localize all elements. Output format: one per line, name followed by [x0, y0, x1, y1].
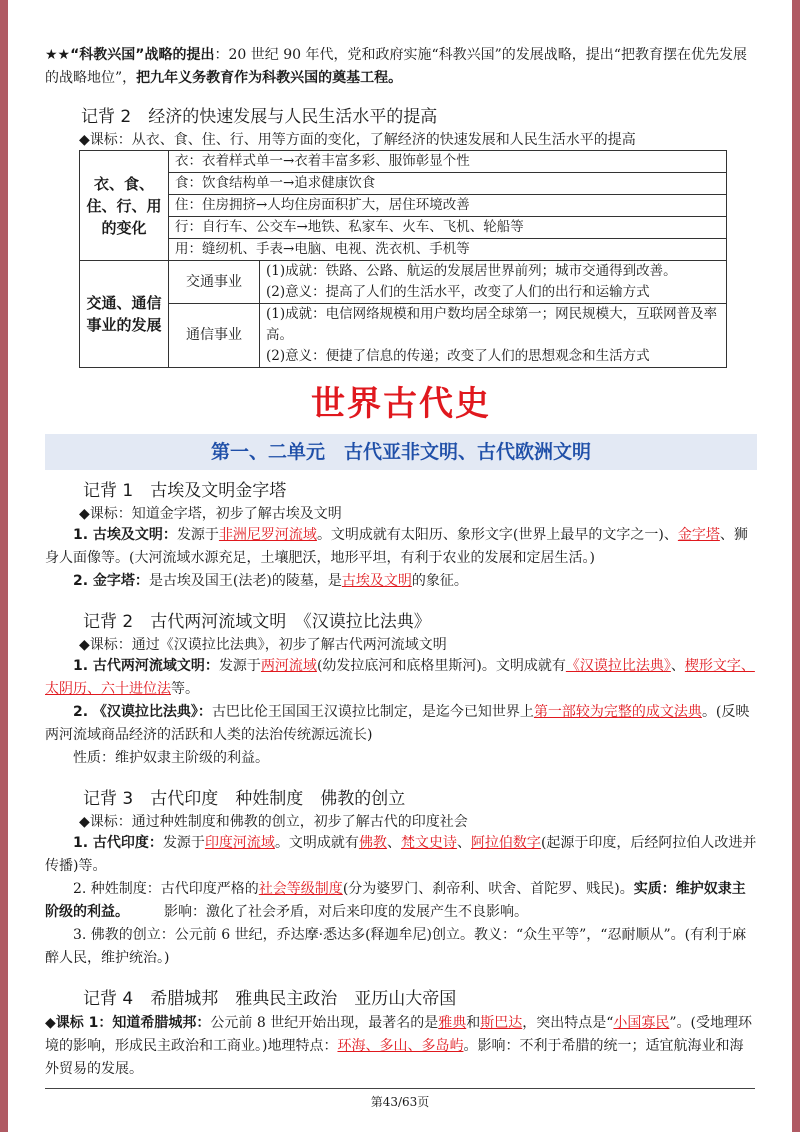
table-row: 住：住房拥挤→人均住房面积扩大，居住环境改善: [169, 195, 727, 217]
highlight: 古埃及文明: [341, 573, 412, 589]
text: 。文明成就有太阳历、象形文字(世界上最早的文字之一)、: [316, 527, 678, 543]
s1-paragraph-1: [45, 524, 757, 570]
intro-emphasis: 把九年义务教育作为科教兴国的奠基工程。: [136, 70, 403, 86]
highlight: 小国寡民: [613, 1015, 670, 1031]
section-heading-1: 记背 1 古埃及文明金字塔: [83, 481, 287, 501]
text: 、: [456, 835, 471, 851]
s1-paragraph-2: [45, 570, 757, 593]
text: 和: [466, 1015, 481, 1031]
highlight: 两河流域: [260, 658, 317, 674]
text: (分为婆罗门、刹帝利、吠舍、首陀罗、贱民)。: [342, 881, 634, 897]
section-standard-econ: ◆课标：从衣、食、住、行、用等方面的变化，了解经济的快速发展和人民生活水平的提高: [79, 132, 636, 148]
text: 。影响：不利于希腊的统一；适宜航海业和海外贸易的发展。: [45, 1038, 744, 1077]
table-cell-transport: [260, 261, 727, 304]
s1-label-1: 1. 古埃及文明：: [73, 527, 177, 543]
s4-label-1: ◆课标 1：知道希腊城邦：: [45, 1015, 211, 1031]
table-row: 食：饮食结构单一→追求健康饮食: [169, 173, 727, 195]
text: 、狮身人面像等。(大河流域水源充足，土壤肥沃，地形平坦，有利于农业的发展和定居生活。): [45, 527, 748, 566]
highlight: 印度河流域: [204, 835, 275, 851]
text: 2. 种姓制度：古代印度严格的: [73, 881, 259, 897]
table-row: 用：缝纫机、手表→电脑、电视、洗衣机、手机等: [169, 239, 727, 261]
s3-label-1: 1. 古代印度：: [73, 835, 163, 851]
comm-significance: (2)意义：便捷了信息的传递；改变了人们的思想观念和生活方式: [266, 348, 650, 364]
section-standard-2: ◆课标：通过《汉谟拉比法典》，初步了解古代两河流域文明: [79, 637, 447, 653]
text: 、: [386, 835, 401, 851]
highlight: 社会等级制度: [258, 881, 343, 897]
s2-label-1: 1. 古代两河流域文明：: [73, 658, 219, 674]
s3-paragraph-3: 3. 佛教的创立：公元前 6 世纪，乔达摩·悉达多(释迦牟尼)创立。教义：“众生平等”，“忍耐顺从”。(有利于麻醉人民，维护统治。): [45, 927, 747, 966]
text: 、: [670, 658, 685, 674]
highlight: 雅典: [438, 1015, 467, 1031]
table-sub-transport: 交通事业: [169, 261, 260, 304]
section-heading-4: 记背 4 希腊城邦 雅典民主政治 亚历山大帝国: [83, 989, 457, 1009]
s2-paragraph-2: [45, 701, 757, 747]
section-standard-1: ◆课标：知道金字塔，初步了解古埃及文明: [79, 506, 342, 522]
text: (起源于印度，后经阿拉伯人改进并传播)等。: [45, 835, 757, 874]
text: 影响：激化了社会矛盾，对后来印度的发展产生不良影响。: [122, 904, 528, 920]
intro-paragraph: [45, 44, 757, 90]
table-category-transport: 交通、通信事业的发展: [80, 261, 169, 368]
s3-paragraph-2: [45, 878, 757, 924]
text: 公元前 8 世纪开始出现，最著名的是: [210, 1015, 439, 1031]
transport-significance: (2)意义：提高了人们的生活水平，改变了人们的出行和运输方式: [266, 284, 650, 300]
table-category-life: 衣、食、住、行、用的变化: [80, 151, 169, 261]
econ-table: [79, 150, 727, 368]
highlight: 金字塔: [677, 527, 720, 543]
highlight: 斯巴达: [480, 1015, 523, 1031]
section-heading-3: 记背 3 古代印度 种姓制度 佛教的创立: [83, 789, 406, 809]
highlight: 梵文史诗: [400, 835, 457, 851]
s2-paragraph-3: 性质：维护奴隶主阶级的利益。: [73, 750, 269, 766]
table-row: 衣：衣着样式单一→衣着丰富多彩、服饰彰显个性: [169, 151, 727, 173]
highlight: 第一部较为完整的成文法典: [533, 704, 702, 720]
highlight: 环海、多山、多岛屿: [337, 1038, 464, 1054]
page-border-left: [0, 0, 8, 1132]
section-heading-econ: 记背 2 经济的快速发展与人民生活水平的提高: [81, 107, 438, 127]
text: 的象征。: [411, 573, 468, 589]
text: (幼发拉底河和底格里斯河)。文明成就有: [316, 658, 566, 674]
highlight: 佛教: [358, 835, 387, 851]
s4-paragraph-1: [45, 1012, 757, 1081]
text: 是古埃及国王(法老)的陵墓，是: [148, 573, 342, 589]
highlight: 《汉谟拉比法典》: [565, 658, 671, 674]
text: ”。(受地理环境的影响，形成民主政治和工商业。)地理特点：: [45, 1015, 752, 1054]
text: 。(反映两河流域商品经济的活跃和人类的法治传统源远流长): [45, 704, 750, 743]
unit-title-bar: 第一、二单元 古代亚非文明、古代欧洲文明: [45, 434, 757, 470]
table-row: 行：自行车、公交车→地铁、私家车、火车、飞机、轮船等: [169, 217, 727, 239]
text: 发源于: [176, 527, 219, 543]
text: 发源于: [162, 835, 205, 851]
highlight: 非洲尼罗河流域: [218, 527, 317, 543]
s3-paragraph-1: [45, 832, 757, 878]
text: 等。: [171, 681, 199, 697]
s3-essence: 实质：维护奴隶主阶级的利益。: [45, 881, 746, 920]
s1-label-2: 2. 金字塔：: [73, 573, 149, 589]
intro-text: ：20 世纪 90 年代，党和政府实施“科教兴国”的发展战略，提出“把教育摆在优先发展的战略地位”，: [45, 47, 747, 86]
table-cell-comm: [260, 304, 727, 368]
highlight: 阿拉伯数字: [470, 835, 541, 851]
intro-title: “科教兴国”战略的提出: [70, 47, 215, 63]
text: 。文明成就有: [274, 835, 359, 851]
s2-paragraph-1: [45, 655, 757, 701]
highlight: 楔形文字、太阴历、六十进位法: [45, 658, 755, 697]
section-standard-3: ◆课标：通过种姓制度和佛教的创立，初步了解古代的印度社会: [79, 814, 468, 830]
page-content: [45, 40, 757, 1081]
page-border-right: [792, 0, 800, 1132]
big-title: 世界古代史: [311, 384, 491, 424]
transport-achievement: (1)成就：铁路、公路、航运的发展居世界前列；城市交通得到改善。: [266, 263, 677, 279]
s2-label-2: 2. 《汉谟拉比法典》：: [73, 704, 212, 720]
text: ，突出特点是“: [522, 1015, 614, 1031]
table-sub-comm: 通信事业: [169, 304, 260, 368]
stars-icon: ★★: [45, 47, 71, 63]
text: 发源于: [218, 658, 261, 674]
page-footer: 第43/63页: [45, 1088, 755, 1110]
section-heading-2: 记背 2 古代两河流域文明 《汉谟拉比法典》: [83, 612, 431, 632]
text: 古巴比伦王国国王汉谟拉比制定，是迄今已知世界上: [211, 704, 534, 720]
comm-achievement: (1)成就：电信网络规模和用户数均居全球第一；网民规模大，互联网普及率高。: [266, 306, 718, 343]
